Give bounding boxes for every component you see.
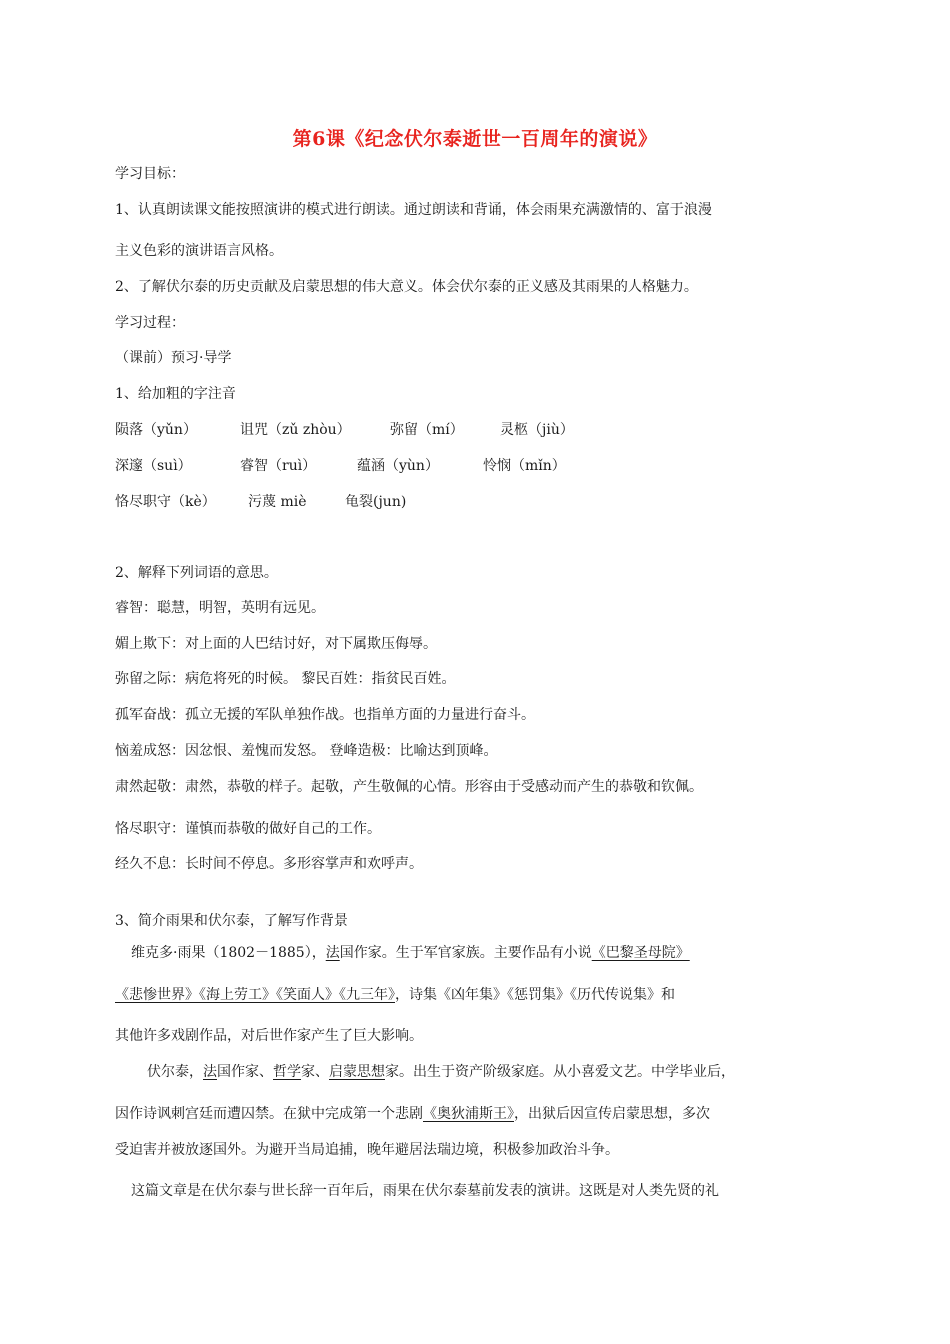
bio-heading: 3、简介雨果和伏尔泰，了解写作背景	[115, 913, 348, 929]
hugo-line-1: 维克多·雨果（1802－1885），法国作家。生于军官家族。主要作品有小说《巴黎圣母院》	[131, 945, 690, 961]
pinyin-item: 深邃（suì）	[115, 458, 192, 474]
voltaire-line-2: 因作诗讽刺宫廷而遭囚禁。在狱中完成第一个悲剧《奥狄浦斯王》，出狱后因宣传启蒙思想，多次	[115, 1106, 710, 1122]
objective-1-line-1: 1、认真朗读课文能按照演讲的模式进行朗读。通过朗读和背诵，体会雨果充满激情的、富于浪漫	[115, 202, 712, 218]
word-definition: 经久不息：长时间不停息。多形容掌声和欢呼声。	[115, 856, 423, 872]
word-definition: 睿智：聪慧，明智，英明有远见。	[115, 600, 325, 616]
hugo-line-3: 其他许多戏剧作品，对后世作家产生了巨大影响。	[115, 1028, 423, 1044]
voltaire-line-1: 伏尔泰，法国作家、哲学家、启蒙思想家。出生于资产阶级家庭。从小喜爱文艺。中学毕业后，	[147, 1064, 735, 1080]
objective-1-line-2: 主义色彩的演讲语言风格。	[115, 243, 283, 259]
background-line: 这篇文章是在伏尔泰与世长辞一百年后，雨果在伏尔泰墓前发表的演讲。这既是对人类先贤的礼	[131, 1183, 719, 1199]
hugo-line-2: 《悲惨世界》《海上劳工》《笑面人》《九三年》，诗集《凶年集》《惩罚集》《历代传说集》和	[115, 987, 675, 1003]
pinyin-item: 蕴涵（yùn）	[357, 458, 439, 474]
pinyin-item: 怜悯（mǐn）	[483, 458, 566, 474]
process-heading: 学习过程：	[115, 315, 185, 331]
pinyin-item: 灵柩（jiù）	[500, 422, 574, 438]
pinyin-item: 诅咒（zǔ zhòu）	[240, 422, 351, 438]
word-definition: 恪尽职守：谨慎而恭敬的做好自己的工作。	[115, 821, 381, 837]
pinyin-heading: 1、给加粗的字注音	[115, 386, 236, 402]
pinyin-item: 污蔑 miè	[248, 494, 307, 510]
word-definition: 媚上欺下：对上面的人巴结讨好，对下属欺压侮辱。	[115, 636, 437, 652]
preview-heading: （课前）预习·导学	[115, 350, 232, 366]
word-definition: 恼羞成怒：因忿恨、羞愧而发怒。 登峰造极：比喻达到顶峰。	[115, 743, 498, 759]
voltaire-line-3: 受迫害并被放逐国外。为避开当局追捕，晚年避居法瑞边境，积极参加政治斗争。	[115, 1142, 619, 1158]
word-definition: 弥留之际：病危将死的时候。 黎民百姓：指贫民百姓。	[115, 671, 456, 687]
word-definition: 肃然起敬：肃然，恭敬的样子。起敬，产生敬佩的心情。形容由于受感动而产生的恭敬和钦佩。	[115, 779, 703, 795]
pinyin-item: 睿智（ruì）	[240, 458, 317, 474]
words-heading: 2、解释下列词语的意思。	[115, 565, 278, 581]
word-definition: 孤军奋战：孤立无援的军队单独作战。也指单方面的力量进行奋斗。	[115, 707, 535, 723]
objective-2: 2、了解伏尔泰的历史贡献及启蒙思想的伟大意义。体会伏尔泰的正义感及其雨果的人格魅力。	[115, 279, 698, 295]
pinyin-item: 弥留（mí）	[390, 422, 464, 438]
page-title: 第6课《纪念伏尔泰逝世一百周年的演说》	[292, 128, 658, 150]
pinyin-item: 陨落（yǔn）	[115, 422, 197, 438]
pinyin-item: 恪尽职守（kè）	[115, 494, 216, 510]
objectives-heading: 学习目标：	[115, 166, 185, 182]
pinyin-item: 龟裂(jun)	[345, 494, 407, 510]
